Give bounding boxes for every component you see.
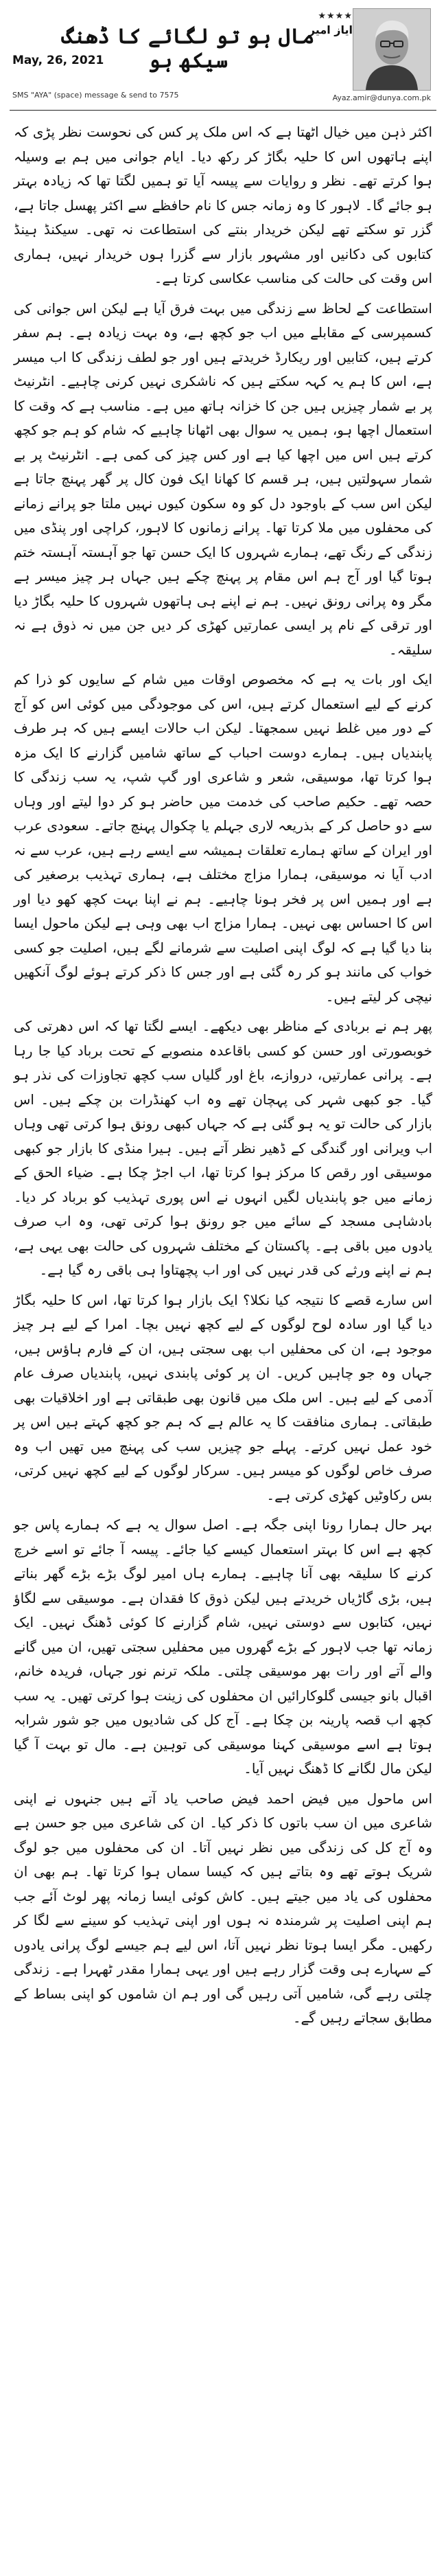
article-paragraph: اس سارے قصے کا نتیجہ کیا نکلا؟ ایک بازار ہوا کرتا تھا، اس کا حلیہ بگاڑ دیا گیا اور سادہ لوح لوگوں کے لیے کچھ نہیں بچا۔ امرا کے لیے ہر چیز موجود ہے، ان کی محفلیں اب بھی سجتی ہیں، ان کے فارم ہاؤس ہیں، جہاں وہ جو چاہیں کریں۔ ان پر کوئی پابندی نہیں، پابندیاں صرف عام آدمی کے لیے ہیں۔ اس ملک میں قانون بھی طبقاتی ہے اور اخلاقیات بھی طبقاتی۔ ہماری منافقت کا یہ عالم ہے کہ ہم جو کچھ کہتے ہیں اس پر خود عمل نہیں کرتے۔ پہلے جو چیزیں سب کی پہنچ میں تھیں اب وہ صرف خاص لوگوں کو میسر ہیں۔ سرکار لوگوں کے لیے کچھ نہیں کرتی، بس رکاوٹیں کھڑی کرتی ہے۔ (14, 1291, 432, 1503)
rating-stars: ★★★★ (318, 11, 353, 21)
publish-date: May, 26, 2021 (12, 54, 104, 67)
article-paragraph: استطاعت کے لحاظ سے زندگی میں بہت فرق آیا ہے لیکن اس جوانی کی کسمپرسی کے مقابلے میں اب جو کچھ ہے، وہ بہت زیادہ ہے۔ ہم سفر کرتے ہیں، کتابیں اور ریکارڈ خریدتے ہیں اور جو لطف زندگی کا اب میسر ہے، اس کا ہم یہ کہہ سکتے ہیں کہ ناشکری نہیں کرنی چاہیے۔ انٹرنیٹ پر بے شمار چیزیں ہیں جن کا خزانہ ہاتھ میں ہے۔ مناسب ہے کہ وقت کا استعمال اچھا ہو، ہمیں یہ سوال بھی اٹھانا چاہیے کہ شام کو ہم جو کچھ کرتے ہیں اس میں اچھا کیا ہے اور کس چیز کی کمی ہے۔ انٹرنیٹ پر بے شمار سہولتیں ہیں، ہر قسم کا کھانا ایک فون کال پر گھر پہنچ جاتا ہے لیکن اس سب کے باوجود دل کو وہ سکون کیوں نہیں ملتا جو پرانے زمانے کی محفلوں میں ملا کرتا تھا۔ پرانے زمانوں کا لاہور، کراچی اور پنڈی میں زندگی کے رنگ تھے، ہمارے شہروں کا ایک حسن تھا جو آہستہ آہستہ ختم ہوتا گیا اور آج ہم اس مقام پر پہنچ چکے ہیں جہاں ہر چیز میسر ہے مگر وہ پرانی رونق نہیں۔ ہم نے اپنے ہی ہاتھوں شہروں کا حلیہ بگاڑ دیا اور ترقی کے نام پر ایسی عمارتیں کھڑی کر دیں جن میں نہ ذوق ہے نہ سلیقہ۔ (14, 299, 432, 658)
article-paragraph: اکثر ذہن میں خیال اٹھتا ہے کہ اس ملک پر کس کی نحوست نظر پڑی کہ اپنے ہاتھوں اس کا حلیہ بگاڑ کر رکھ دیا۔ ایام جوانی میں ہم بے وسیلہ ہوا کرتے تھے۔ نظر و روایات سے پیسہ آیا تو ہمیں لگتا تھا کہ زیادہ بہتر ہو جائے گا۔ لاہور کا وہ زمانہ جس کا نام حافظے سے اکثر پھسل جاتا ہے، گزر تو سکتے تھے لیکن خریدار بنتے کی استطاعت نہ تھی۔ سیکنڈ ہینڈ کتابوں کی دکانیں اور مشہور بازار سے گزرا ہوں خریدار نہیں، ہماری اس وقت کی حالت کی مناسب عکاسی کرتا ہے۔ (14, 124, 432, 286)
author-email[interactable]: Ayaz.amir@dunya.com.pk (332, 93, 431, 102)
headline: مال ہو تو لگائے کا ڈھنگ سیکھ ہو (61, 25, 315, 73)
article-paragraph: بہر حال ہمارا رونا اپنی جگہ ہے۔ اصل سوال یہ ہے کہ ہمارے پاس جو کچھ ہے اس کا بہتر استعمال کیسے کیا جائے۔ پیسہ آ جائے تو اسے خرچ کرنے کا سلیقہ بھی آنا چاہیے۔ ہمارے ہاں امیر لوگ بڑے بڑے گھر بناتے ہیں، بڑی گاڑیاں خریدتے ہیں لیکن ذوق کا فقدان ہے۔ موسیقی سے لگاؤ نہیں، کتابوں سے دوستی نہیں، شام گزارنے کا کوئی ڈھنگ نہیں۔ ایک زمانہ تھا جب لاہور کے بڑے گھروں میں محفلیں سجتی تھیں، ان میں گانے والے آتے اور رات بھر موسیقی چلتی۔ ملکہ ترنم نور جہاں، فریدہ خانم، اقبال بانو جیسی گلوکارائیں ان محفلوں کی زینت ہوا کرتی تھیں۔ یہ سب کچھ اب قصہ پارینہ بن چکا ہے۔ آج کل کی شادیوں میں جو شور شرابہ ہوتا ہے اسے موسیقی کہنا موسیقی کی توہین ہے۔ مال تو بہت آ گیا لیکن مال لگانے کا ڈھنگ نہیں آیا۔ (14, 1516, 432, 1777)
article-paragraph: ایک اور بات یہ ہے کہ مخصوص اوقات میں شام کے سایوں کو ذرا کم کرنے کے لیے استعمال کرتے ہیں، اس کی موجودگی میں کوئی اس کو آج کے دور میں غلط نہیں سمجھتا۔ لیکن اب حالات ایسے ہیں کہ ہر طرف پابندیاں ہیں۔ ہمارے دوست احباب کے ساتھ شامیں گزارنے کا ایک مزہ ہوا کرتا تھا، موسیقی، شعر و شاعری اور گپ شپ، یہ سب زندگی کا حصہ تھے۔ حکیم صاحب کی خدمت میں حاضر ہو کر دوا لیتے اور وہاں سے دو حاصل کر کے بذریعہ لاری جہلم یا چکوال پہنچ جاتے۔ سعودی عرب اور ایران کے ساتھ ہمارے تعلقات ہمیشہ سے ایسے رہے ہیں، عرب سے نہ ادب آیا نہ موسیقی، ہمارا مزاج مختلف ہے، ہماری تہذیب برصغیر کی ہے اور ہمیں اس پر فخر ہونا چاہیے۔ ہم نے اپنا بہت کچھ کھو دیا اور اس کا احساس بھی نہیں۔ ہمارا مزاج اب بھی وہی ہے لیکن ماحول ایسا بنا دیا گیا ہے کہ لوگ اپنی اصلیت سے شرمانے لگے ہیں، اصلیت جو کسی خواب کی مانند ہو کر رہ گئی ہے اور جس کا ذکر کرتے ہوئے لوگ آنکھیں نیچی کر لیتے ہیں۔ (14, 671, 433, 1005)
article-paragraph: پھر ہم نے بربادی کے مناظر بھی دیکھے۔ ایسے لگتا تھا کہ اس دھرتی کی خوبصورتی اور حسن کو کسی باقاعدہ منصوبے کے تحت برباد کیا جا رہا ہے۔ پرانی عمارتیں، دروازے، باغ اور گلیاں سب کچھ تجاوزات کی نذر ہو گیا۔ جو کبھی شہر کی پہچان تھے وہ اب کھنڈرات بن چکے ہیں۔ اس بازار کی حالت تو یہ ہو گئی ہے کہ جہاں کبھی رونق ہوا کرتی تھی وہاں اب ویرانی اور گندگی کے ڈھیر نظر آتے ہیں۔ ہیرا منڈی کا بازار جو کبھی موسیقی اور رقص کا مرکز ہوا کرتا تھا، اب اجڑ چکا ہے۔ ضیاء الحق کے زمانے میں جو پابندیاں لگیں انہوں نے اس پوری تہذیب کو برباد کر دیا۔ بادشاہی مسجد کے سائے میں جو رونق ہوا کرتی تھی، وہ اب صرف یادوں میں باقی ہے۔ پاکستان کے مختلف شہروں کی حالت بھی یہی ہے، ہم نے اپنے ورثے کی قدر نہیں کی اور اب پچھتاوا ہی باقی رہ گیا ہے۔ (14, 1018, 432, 1278)
sms-instruction: SMS "AYA" (space) message & send to 7575 (12, 91, 179, 100)
author-photo (353, 8, 431, 91)
column-header (10, 7, 436, 111)
author-name: ایاز امیر (308, 23, 353, 36)
article-body (10, 111, 436, 2031)
author-portrait-icon (353, 9, 430, 90)
article-paragraph: اس ماحول میں فیض احمد فیض صاحب یاد آتے ہیں جنہوں نے اپنی شاعری میں ان سب باتوں کا ذکر کیا۔ ان کی شاعری میں جو حسن ہے وہ آج کل کی زندگی میں نظر نہیں آتا۔ ان کی محفلوں میں جو لوگ شریک ہوتے تھے وہ بتاتے ہیں کہ کیسا سماں ہوا کرتا تھا۔ ہم بھی ان محفلوں کی یاد میں جیتے ہیں۔ کاش کوئی ایسا زمانہ پھر لوٹ آئے جب ہم اپنی اصلیت پر شرمندہ نہ ہوں اور اپنی تہذیب کو سینے سے لگا کر رکھیں۔ مگر ایسا ہوتا نظر نہیں آتا، اس لیے ہم جیسے لوگ پرانی یادوں کے سہارے ہی وقت گزار رہے ہیں اور یہی ہمارا مقدر ٹھہرا ہے۔ زندگی چلتی رہے گی، شامیں آتی رہیں گی اور ہم ان شاموں کو اپنی بساط کے مطابق سجاتے رہیں گے۔ (14, 1790, 432, 2026)
